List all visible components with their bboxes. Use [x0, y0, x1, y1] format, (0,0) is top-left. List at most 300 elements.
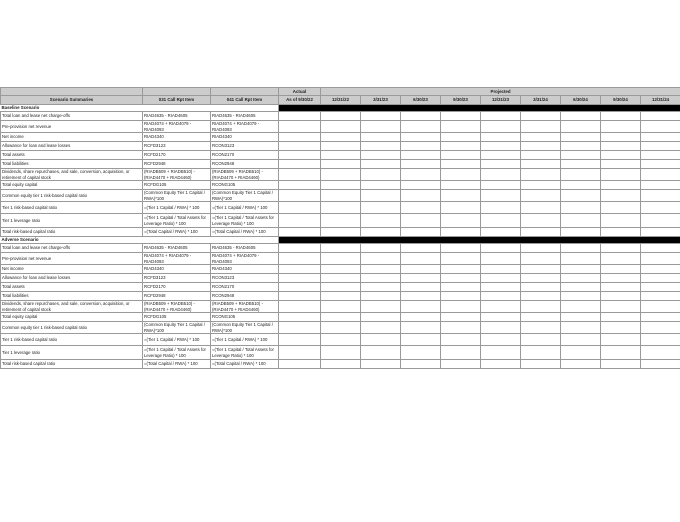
call-rpt-041-cell: RIAD4340: [211, 133, 279, 142]
table-row: [1, 181, 680, 190]
call-rpt-041-cell: =(Total Capital / RWA) * 100: [211, 228, 279, 237]
projected-value-cell[interactable]: [481, 190, 521, 202]
projected-value-cell[interactable]: [321, 142, 361, 151]
projected-value-cell[interactable]: [321, 334, 361, 346]
projected-value-cell[interactable]: [361, 274, 401, 283]
row-label: Dividends, share repurchases, and sale, conversion, acquisition, or retirement of capital stock: [1, 301, 143, 313]
projected-value-cell[interactable]: [521, 301, 561, 313]
projected-value-cell[interactable]: [641, 228, 680, 237]
projected-value-cell[interactable]: [561, 160, 601, 169]
projected-value-cell[interactable]: [361, 313, 401, 322]
projected-value-cell[interactable]: [321, 274, 361, 283]
projected-value-cell[interactable]: [401, 244, 441, 253]
projected-value-cell[interactable]: [641, 151, 680, 160]
projected-value-cell[interactable]: [401, 112, 441, 121]
projected-value-cell[interactable]: [641, 301, 680, 313]
actual-value-cell[interactable]: [279, 160, 321, 169]
call-rpt-031-cell: RCFD3123: [143, 142, 211, 151]
header-projected-date: 9/30/23: [441, 96, 481, 105]
projected-value-cell[interactable]: [601, 360, 641, 369]
projected-value-cell[interactable]: [561, 360, 601, 369]
projected-value-cell[interactable]: [361, 346, 401, 360]
section-divider-bar: [279, 105, 680, 112]
projected-value-cell[interactable]: [561, 228, 601, 237]
projected-value-cell[interactable]: [601, 334, 641, 346]
projected-value-cell[interactable]: [521, 253, 561, 265]
projected-value-cell[interactable]: [361, 202, 401, 214]
call-rpt-041-cell: =(Tier 1 Capital / Total Assets for Leverage Ratio) * 100: [211, 214, 279, 228]
projected-value-cell[interactable]: [321, 360, 361, 369]
projected-value-cell[interactable]: [521, 322, 561, 334]
projected-value-cell[interactable]: [481, 121, 521, 133]
projected-value-cell[interactable]: [321, 202, 361, 214]
call-rpt-031-cell: RIAD4074 + RIAD4079 - RIAD4093: [143, 121, 211, 133]
section-divider-bar: [279, 237, 680, 244]
header-blank-3: [211, 88, 279, 96]
projected-value-cell[interactable]: [481, 274, 521, 283]
projected-value-cell[interactable]: [481, 133, 521, 142]
projected-value-cell[interactable]: [321, 265, 361, 274]
projected-value-cell[interactable]: [561, 142, 601, 151]
projected-value-cell[interactable]: [321, 160, 361, 169]
projected-value-cell[interactable]: [361, 228, 401, 237]
projected-value-cell[interactable]: [441, 181, 481, 190]
call-rpt-031-cell: =(Tier 1 Capital / RWA) * 100: [143, 334, 211, 346]
projected-value-cell[interactable]: [521, 202, 561, 214]
actual-value-cell[interactable]: [279, 253, 321, 265]
projected-value-cell[interactable]: [321, 301, 361, 313]
actual-value-cell[interactable]: [279, 142, 321, 151]
projected-value-cell[interactable]: [441, 360, 481, 369]
projected-value-cell[interactable]: [361, 190, 401, 202]
projected-value-cell[interactable]: [361, 360, 401, 369]
projected-value-cell[interactable]: [601, 228, 641, 237]
projected-value-cell[interactable]: [561, 265, 601, 274]
projected-value-cell[interactable]: [601, 121, 641, 133]
header-blank-2: [143, 88, 211, 96]
projected-value-cell[interactable]: [361, 334, 401, 346]
projected-value-cell[interactable]: [441, 160, 481, 169]
call-rpt-031-cell: (RIADB509 + RIADB510) - (RIAD4470 + RIAD4460): [143, 169, 211, 181]
call-rpt-031-cell: RIAD4635 - RIAD4605: [143, 244, 211, 253]
actual-value-cell[interactable]: [279, 292, 321, 301]
row-label: Total loan and lease net charge-offs: [1, 244, 143, 253]
projected-value-cell[interactable]: [521, 360, 561, 369]
projected-value-cell[interactable]: [401, 142, 441, 151]
call-rpt-031-cell: =(Tier 1 Capital / RWA) * 100: [143, 202, 211, 214]
projected-value-cell[interactable]: [481, 283, 521, 292]
projected-value-cell[interactable]: [641, 244, 680, 253]
projected-value-cell[interactable]: [481, 301, 521, 313]
projected-value-cell[interactable]: [441, 244, 481, 253]
call-rpt-041-cell: (Common Equity Tier 1 Capital / RWA)*100: [211, 322, 279, 334]
projected-value-cell[interactable]: [441, 313, 481, 322]
projected-value-cell[interactable]: [361, 214, 401, 228]
projected-value-cell[interactable]: [561, 322, 601, 334]
projected-value-cell[interactable]: [401, 334, 441, 346]
projected-value-cell[interactable]: [641, 133, 680, 142]
projected-value-cell[interactable]: [601, 214, 641, 228]
row-label: Common equity tier 1 risk-based capital ratio: [1, 322, 143, 334]
projected-value-cell[interactable]: [361, 160, 401, 169]
actual-value-cell[interactable]: [279, 169, 321, 181]
projected-value-cell[interactable]: [321, 190, 361, 202]
projected-value-cell[interactable]: [521, 214, 561, 228]
projected-value-cell[interactable]: [521, 346, 561, 360]
projected-value-cell[interactable]: [521, 112, 561, 121]
projected-value-cell[interactable]: [641, 214, 680, 228]
projected-value-cell[interactable]: [601, 322, 641, 334]
actual-value-cell[interactable]: [279, 151, 321, 160]
projected-value-cell[interactable]: [601, 151, 641, 160]
projected-value-cell[interactable]: [561, 169, 601, 181]
projected-value-cell[interactable]: [521, 292, 561, 301]
projected-value-cell[interactable]: [361, 133, 401, 142]
projected-value-cell[interactable]: [441, 142, 481, 151]
projected-value-cell[interactable]: [361, 142, 401, 151]
row-label: Pre-provision net revenue: [1, 121, 143, 133]
projected-value-cell[interactable]: [441, 190, 481, 202]
actual-value-cell[interactable]: [279, 190, 321, 202]
call-rpt-041-cell: =(Tier 1 Capital / RWA) * 100: [211, 334, 279, 346]
projected-value-cell[interactable]: [361, 283, 401, 292]
projected-value-cell[interactable]: [321, 253, 361, 265]
projected-value-cell[interactable]: [641, 334, 680, 346]
call-rpt-041-cell: (RIADB509 + RIADB510) - (RIAD4470 + RIAD4460): [211, 169, 279, 181]
row-label: Total risk-based capital ratio: [1, 228, 143, 237]
row-label: Tier 1 leverage ratio: [1, 214, 143, 228]
projected-value-cell[interactable]: [321, 133, 361, 142]
header-projected-date: 3/31/24: [521, 96, 561, 105]
projected-value-cell[interactable]: [441, 334, 481, 346]
projected-value-cell[interactable]: [601, 160, 641, 169]
actual-value-cell[interactable]: [279, 265, 321, 274]
projected-value-cell[interactable]: [481, 265, 521, 274]
projected-value-cell[interactable]: [561, 244, 601, 253]
table-row: [1, 253, 680, 265]
call-rpt-041-cell: =(Tier 1 Capital / Total Assets for Leverage Ratio) * 100: [211, 346, 279, 360]
actual-value-cell[interactable]: [279, 181, 321, 190]
projected-value-cell[interactable]: [561, 202, 601, 214]
call-rpt-041-cell: =(Total Capital / RWA) * 100: [211, 360, 279, 369]
projected-value-cell[interactable]: [441, 346, 481, 360]
projected-value-cell[interactable]: [321, 313, 361, 322]
projected-value-cell[interactable]: [601, 190, 641, 202]
projected-value-cell[interactable]: [441, 253, 481, 265]
projected-value-cell[interactable]: [561, 313, 601, 322]
actual-value-cell[interactable]: [279, 112, 321, 121]
projected-value-cell[interactable]: [641, 265, 680, 274]
projected-value-cell[interactable]: [561, 292, 601, 301]
projected-value-cell[interactable]: [641, 360, 680, 369]
projected-value-cell[interactable]: [361, 253, 401, 265]
projected-value-cell[interactable]: [641, 190, 680, 202]
projected-value-cell[interactable]: [601, 112, 641, 121]
projected-value-cell[interactable]: [561, 346, 601, 360]
projected-value-cell[interactable]: [561, 253, 601, 265]
projected-value-cell[interactable]: [601, 253, 641, 265]
projected-value-cell[interactable]: [601, 169, 641, 181]
actual-value-cell[interactable]: [279, 244, 321, 253]
projected-value-cell[interactable]: [321, 181, 361, 190]
row-label: Allowance for loan and lease losses: [1, 142, 143, 151]
projected-value-cell[interactable]: [641, 283, 680, 292]
projected-value-cell[interactable]: [401, 360, 441, 369]
projected-value-cell[interactable]: [481, 142, 521, 151]
projected-value-cell[interactable]: [361, 169, 401, 181]
header-projected-date: 12/31/24: [641, 96, 680, 105]
projected-value-cell[interactable]: [441, 322, 481, 334]
row-label: Tier 1 risk-based capital ratio: [1, 202, 143, 214]
projected-value-cell[interactable]: [401, 214, 441, 228]
projected-value-cell[interactable]: [481, 292, 521, 301]
table-row: [1, 142, 680, 151]
call-rpt-041-cell: RCONG105: [211, 313, 279, 322]
projected-value-cell[interactable]: [561, 274, 601, 283]
projected-value-cell[interactable]: [561, 151, 601, 160]
projected-value-cell[interactable]: [401, 228, 441, 237]
projected-value-cell[interactable]: [401, 202, 441, 214]
projected-value-cell[interactable]: [321, 214, 361, 228]
projected-value-cell[interactable]: [481, 253, 521, 265]
projected-value-cell[interactable]: [601, 142, 641, 151]
projected-value-cell[interactable]: [321, 244, 361, 253]
header-scenario-summaries: Scenario Summaries: [1, 96, 143, 105]
projected-value-cell[interactable]: [601, 244, 641, 253]
projected-value-cell[interactable]: [561, 112, 601, 121]
call-rpt-041-cell: RIAD4074 + RIAD4079 - RIAD4093: [211, 253, 279, 265]
projected-value-cell[interactable]: [561, 301, 601, 313]
projected-value-cell[interactable]: [521, 228, 561, 237]
projected-value-cell[interactable]: [561, 181, 601, 190]
projected-value-cell[interactable]: [601, 346, 641, 360]
projected-value-cell[interactable]: [481, 112, 521, 121]
row-label: Tier 1 risk-based capital ratio: [1, 334, 143, 346]
projected-value-cell[interactable]: [401, 322, 441, 334]
projected-value-cell[interactable]: [401, 283, 441, 292]
projected-value-cell[interactable]: [641, 313, 680, 322]
projected-value-cell[interactable]: [481, 313, 521, 322]
projected-value-cell[interactable]: [401, 133, 441, 142]
row-label: Common equity tier 1 risk-based capital ratio: [1, 190, 143, 202]
actual-value-cell[interactable]: [279, 133, 321, 142]
table-body: [1, 105, 680, 369]
projected-value-cell[interactable]: [601, 301, 641, 313]
table-row: [1, 214, 680, 228]
table-row: [1, 283, 680, 292]
projected-value-cell[interactable]: [521, 181, 561, 190]
actual-value-cell[interactable]: [279, 313, 321, 322]
projected-value-cell[interactable]: [521, 274, 561, 283]
projected-value-cell[interactable]: [521, 313, 561, 322]
projected-value-cell[interactable]: [321, 169, 361, 181]
projected-value-cell[interactable]: [481, 360, 521, 369]
projected-value-cell[interactable]: [441, 112, 481, 121]
projected-value-cell[interactable]: [321, 346, 361, 360]
projected-value-cell[interactable]: [401, 346, 441, 360]
row-label: Net income: [1, 133, 143, 142]
projected-value-cell[interactable]: [521, 160, 561, 169]
projected-value-cell[interactable]: [521, 190, 561, 202]
projected-value-cell[interactable]: [481, 244, 521, 253]
actual-value-cell[interactable]: [279, 322, 321, 334]
call-rpt-041-cell: (RIADB509 + RIADB510) - (RIAD4470 + RIAD4460): [211, 301, 279, 313]
projected-value-cell[interactable]: [481, 202, 521, 214]
projected-value-cell[interactable]: [401, 274, 441, 283]
projected-value-cell[interactable]: [601, 283, 641, 292]
projected-value-cell[interactable]: [561, 133, 601, 142]
projected-value-cell[interactable]: [641, 346, 680, 360]
projected-value-cell[interactable]: [361, 265, 401, 274]
projected-value-cell[interactable]: [321, 322, 361, 334]
projected-value-cell[interactable]: [361, 121, 401, 133]
projected-value-cell[interactable]: [361, 181, 401, 190]
table-row: [1, 265, 680, 274]
projected-value-cell[interactable]: [561, 190, 601, 202]
actual-value-cell[interactable]: [279, 121, 321, 133]
projected-value-cell[interactable]: [601, 265, 641, 274]
projected-value-cell[interactable]: [481, 160, 521, 169]
projected-value-cell[interactable]: [521, 283, 561, 292]
projected-value-cell[interactable]: [321, 151, 361, 160]
projected-value-cell[interactable]: [641, 253, 680, 265]
table-row: [1, 169, 680, 181]
projected-value-cell[interactable]: [601, 292, 641, 301]
projected-value-cell[interactable]: [481, 334, 521, 346]
projected-value-cell[interactable]: [441, 301, 481, 313]
projected-value-cell[interactable]: [641, 292, 680, 301]
projected-value-cell[interactable]: [641, 121, 680, 133]
header-041-call-rpt-item: 041 Call Rpt Item: [211, 96, 279, 105]
projected-value-cell[interactable]: [481, 322, 521, 334]
row-label: Total loan and lease net charge-offs: [1, 112, 143, 121]
actual-value-cell[interactable]: [279, 334, 321, 346]
actual-value-cell[interactable]: [279, 214, 321, 228]
table-row: [1, 292, 680, 301]
projected-value-cell[interactable]: [441, 265, 481, 274]
projected-value-cell[interactable]: [401, 160, 441, 169]
call-rpt-031-cell: =(Tier 1 Capital / Total Assets for Leverage Ratio) * 100: [143, 346, 211, 360]
projected-value-cell[interactable]: [321, 228, 361, 237]
projected-value-cell[interactable]: [481, 228, 521, 237]
actual-value-cell[interactable]: [279, 360, 321, 369]
row-label: Total liabilities: [1, 160, 143, 169]
projected-value-cell[interactable]: [441, 121, 481, 133]
projected-value-cell[interactable]: [321, 292, 361, 301]
actual-value-cell[interactable]: [279, 202, 321, 214]
projected-value-cell[interactable]: [441, 292, 481, 301]
projected-value-cell[interactable]: [601, 202, 641, 214]
projected-value-cell[interactable]: [521, 121, 561, 133]
projected-value-cell[interactable]: [601, 133, 641, 142]
projected-value-cell[interactable]: [521, 265, 561, 274]
projected-value-cell[interactable]: [601, 274, 641, 283]
actual-value-cell[interactable]: [279, 283, 321, 292]
projected-value-cell[interactable]: [561, 121, 601, 133]
projected-value-cell[interactable]: [361, 301, 401, 313]
actual-value-cell[interactable]: [279, 228, 321, 237]
projected-value-cell[interactable]: [401, 265, 441, 274]
projected-value-cell[interactable]: [561, 283, 601, 292]
projected-value-cell[interactable]: [361, 151, 401, 160]
projected-value-cell[interactable]: [401, 253, 441, 265]
projected-value-cell[interactable]: [361, 112, 401, 121]
projected-value-cell[interactable]: [521, 142, 561, 151]
projected-value-cell[interactable]: [401, 169, 441, 181]
projected-value-cell[interactable]: [641, 160, 680, 169]
projected-value-cell[interactable]: [521, 334, 561, 346]
projected-value-cell[interactable]: [361, 244, 401, 253]
projected-value-cell[interactable]: [401, 301, 441, 313]
header-projected-date: 6/30/24: [561, 96, 601, 105]
call-rpt-041-cell: RIAD4635 - RIAD4605: [211, 244, 279, 253]
projected-value-cell[interactable]: [441, 274, 481, 283]
row-label: Total equity capital: [1, 313, 143, 322]
projected-value-cell[interactable]: [321, 283, 361, 292]
projected-value-cell[interactable]: [521, 169, 561, 181]
section-title: Baseline Scenario: [1, 105, 279, 112]
actual-value-cell[interactable]: [279, 346, 321, 360]
actual-value-cell[interactable]: [279, 274, 321, 283]
projected-value-cell[interactable]: [401, 121, 441, 133]
section-title: Adverse Scenario: [1, 237, 279, 244]
projected-value-cell[interactable]: [481, 151, 521, 160]
projected-value-cell[interactable]: [641, 202, 680, 214]
projected-value-cell[interactable]: [641, 169, 680, 181]
projected-value-cell[interactable]: [401, 190, 441, 202]
actual-value-cell[interactable]: [279, 301, 321, 313]
projected-value-cell[interactable]: [361, 292, 401, 301]
projected-value-cell[interactable]: [561, 214, 601, 228]
projected-value-cell[interactable]: [441, 133, 481, 142]
projected-value-cell[interactable]: [521, 244, 561, 253]
projected-value-cell[interactable]: [441, 228, 481, 237]
row-label: Total equity capital: [1, 181, 143, 190]
projected-value-cell[interactable]: [641, 112, 680, 121]
projected-value-cell[interactable]: [361, 322, 401, 334]
call-rpt-031-cell: RCFDG105: [143, 181, 211, 190]
projected-value-cell[interactable]: [641, 322, 680, 334]
projected-value-cell[interactable]: [401, 151, 441, 160]
projected-value-cell[interactable]: [401, 181, 441, 190]
projected-value-cell[interactable]: [441, 202, 481, 214]
projected-value-cell[interactable]: [481, 346, 521, 360]
projected-value-cell[interactable]: [641, 142, 680, 151]
projected-value-cell[interactable]: [601, 313, 641, 322]
projected-value-cell[interactable]: [641, 181, 680, 190]
projected-value-cell[interactable]: [481, 181, 521, 190]
header-actual-date: As of 9/30/22: [279, 96, 321, 105]
projected-value-cell[interactable]: [441, 169, 481, 181]
projected-value-cell[interactable]: [441, 283, 481, 292]
projected-value-cell[interactable]: [441, 214, 481, 228]
call-rpt-031-cell: (Common Equity Tier 1 Capital / RWA)*100: [143, 322, 211, 334]
projected-value-cell[interactable]: [521, 151, 561, 160]
projected-value-cell[interactable]: [641, 274, 680, 283]
row-label: Total assets: [1, 151, 143, 160]
projected-value-cell[interactable]: [521, 133, 561, 142]
projected-value-cell[interactable]: [481, 169, 521, 181]
projected-value-cell[interactable]: [601, 181, 641, 190]
call-rpt-031-cell: =(Total Capital / RWA) * 100: [143, 360, 211, 369]
projected-value-cell[interactable]: [561, 334, 601, 346]
projected-value-cell[interactable]: [321, 121, 361, 133]
projected-value-cell[interactable]: [321, 112, 361, 121]
projected-value-cell[interactable]: [401, 313, 441, 322]
projected-value-cell[interactable]: [441, 151, 481, 160]
projected-value-cell[interactable]: [401, 292, 441, 301]
projected-value-cell[interactable]: [481, 214, 521, 228]
